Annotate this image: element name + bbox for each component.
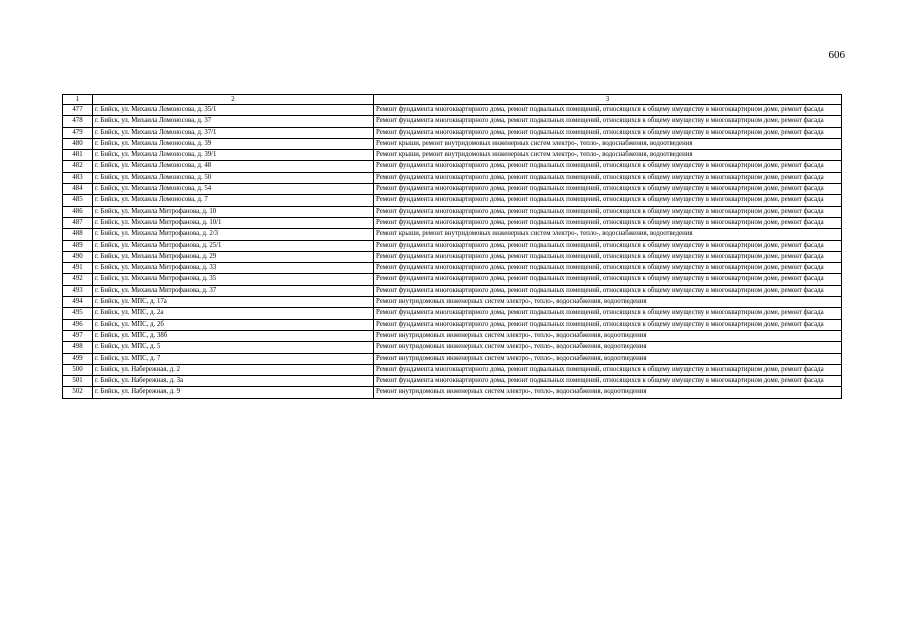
work-type-cell: Ремонт фундамента многоквартирного дома, ремонт подвальных помещений, относящихся к общему имуществу в многоквартирном доме, ремонт фасада bbox=[374, 206, 842, 217]
work-type-cell: Ремонт внутридомовых инженерных систем электро-, тепло-, водоснабжения, водоотведения bbox=[374, 387, 842, 398]
address-cell: г. Бийск, ул. МПС, д. 38б bbox=[93, 330, 374, 341]
table-row bbox=[63, 274, 842, 285]
address-cell: г. Бийск, ул. Михаила Митрофанова, д. 37 bbox=[93, 285, 374, 296]
row-number-cell: 486 bbox=[63, 206, 93, 217]
address-cell: г. Бийск, ул. МПС, д. 2а bbox=[93, 308, 374, 319]
row-number-cell: 501 bbox=[63, 376, 93, 387]
row-number-cell: 485 bbox=[63, 195, 93, 206]
column-header-address: 2 bbox=[93, 95, 374, 105]
address-cell: г. Бийск, ул. МПС, д. 17а bbox=[93, 297, 374, 308]
work-type-cell: Ремонт фундамента многоквартирного дома, ремонт подвальных помещений, относящихся к общему имуществу в многоквартирном доме, ремонт фасада bbox=[374, 172, 842, 183]
address-cell: г. Бийск, ул. Михаила Митрофанова, д. 25/1 bbox=[93, 240, 374, 251]
address-cell: г. Бийск, ул. Михаила Митрофанова, д. 10 bbox=[93, 206, 374, 217]
row-number-cell: 484 bbox=[63, 184, 93, 195]
row-number-cell: 490 bbox=[63, 251, 93, 262]
work-type-cell: Ремонт крыши, ремонт внутридомовых инженерных систем электро-, тепло-, водоснабжения, водоотведения bbox=[374, 138, 842, 149]
work-type-cell: Ремонт фундамента многоквартирного дома, ремонт подвальных помещений, относящихся к общему имуществу в многоквартирном доме, ремонт фасада bbox=[374, 376, 842, 387]
work-type-cell: Ремонт крыши, ремонт внутридомовых инженерных систем электро-, тепло-, водоснабжения, водоотведения bbox=[374, 150, 842, 161]
address-cell: г. Бийск, ул. Набережная, д. 9 bbox=[93, 387, 374, 398]
work-type-cell: Ремонт фундамента многоквартирного дома, ремонт подвальных помещений, относящихся к общему имуществу в многоквартирном доме, ремонт фасада bbox=[374, 263, 842, 274]
row-number-cell: 480 bbox=[63, 138, 93, 149]
table-row bbox=[63, 217, 842, 228]
work-type-cell: Ремонт фундамента многоквартирного дома, ремонт подвальных помещений, относящихся к общему имуществу в многоквартирном доме, ремонт фасада bbox=[374, 364, 842, 375]
row-number-cell: 491 bbox=[63, 263, 93, 274]
table-row bbox=[63, 138, 842, 149]
address-cell: г. Бийск, ул. Михаила Ломоносова, д. 54 bbox=[93, 184, 374, 195]
table-row bbox=[63, 127, 842, 138]
address-cell: г. Бийск, ул. Михаила Ломоносова, д. 48 bbox=[93, 161, 374, 172]
address-cell: г. Бийск, ул. Михаила Ломоносова, д. 7 bbox=[93, 195, 374, 206]
row-number-cell: 492 bbox=[63, 274, 93, 285]
row-number-cell: 488 bbox=[63, 229, 93, 240]
address-cell: г. Бийск, ул. МПС, д. 5 bbox=[93, 342, 374, 353]
row-number-cell: 493 bbox=[63, 285, 93, 296]
address-cell: г. Бийск, ул. Михаила Митрофанова, д. 2/3 bbox=[93, 229, 374, 240]
table-row bbox=[63, 150, 842, 161]
work-type-cell: Ремонт фундамента многоквартирного дома, ремонт подвальных помещений, относящихся к общему имуществу в многоквартирном доме, ремонт фасада bbox=[374, 184, 842, 195]
table-row bbox=[63, 285, 842, 296]
address-cell: г. Бийск, ул. Михаила Митрофанова, д. 33 bbox=[93, 263, 374, 274]
address-cell: г. Бийск, ул. Михаила Ломоносова, д. 35/1 bbox=[93, 105, 374, 116]
table-row bbox=[63, 251, 842, 262]
address-cell: г. Бийск, ул. Михаила Ломоносова, д. 50 bbox=[93, 172, 374, 183]
address-cell: г. Бийск, ул. МПС, д. 7 bbox=[93, 353, 374, 364]
address-cell: г. Бийск, ул. Набережная, д. 3а bbox=[93, 376, 374, 387]
address-cell: г. Бийск, ул. Михаила Ломоносова, д. 39 bbox=[93, 138, 374, 149]
address-cell: г. Бийск, ул. Михаила Ломоносова, д. 37 bbox=[93, 116, 374, 127]
table-body bbox=[63, 95, 842, 399]
row-number-cell: 487 bbox=[63, 217, 93, 228]
table-header-row bbox=[63, 95, 842, 105]
column-header-work: 3 bbox=[374, 95, 842, 105]
work-type-cell: Ремонт внутридомовых инженерных систем электро-, тепло-, водоснабжения, водоотведения bbox=[374, 353, 842, 364]
work-type-cell: Ремонт фундамента многоквартирного дома, ремонт подвальных помещений, относящихся к общему имуществу в многоквартирном доме, ремонт фасада bbox=[374, 105, 842, 116]
row-number-cell: 500 bbox=[63, 364, 93, 375]
address-cell: г. Бийск, ул. Михаила Ломоносова, д. 37/1 bbox=[93, 127, 374, 138]
row-number-cell: 496 bbox=[63, 319, 93, 330]
table-row bbox=[63, 376, 842, 387]
row-number-cell: 494 bbox=[63, 297, 93, 308]
address-cell: г. Бийск, ул. Набережная, д. 2 bbox=[93, 364, 374, 375]
table-row bbox=[63, 229, 842, 240]
row-number-cell: 483 bbox=[63, 172, 93, 183]
work-type-cell: Ремонт фундамента многоквартирного дома, ремонт подвальных помещений, относящихся к общему имуществу в многоквартирном доме, ремонт фасада bbox=[374, 161, 842, 172]
table-row bbox=[63, 353, 842, 364]
row-number-cell: 479 bbox=[63, 127, 93, 138]
work-type-cell: Ремонт фундамента многоквартирного дома, ремонт подвальных помещений, относящихся к общему имуществу в многоквартирном доме, ремонт фасада bbox=[374, 240, 842, 251]
work-type-cell: Ремонт фундамента многоквартирного дома, ремонт подвальных помещений, относящихся к общему имуществу в многоквартирном доме, ремонт фасада bbox=[374, 116, 842, 127]
address-cell: г. Бийск, ул. МПС, д. 2б bbox=[93, 319, 374, 330]
address-cell: г. Бийск, ул. Михаила Митрофанова, д. 35 bbox=[93, 274, 374, 285]
table-row bbox=[63, 240, 842, 251]
table-row bbox=[63, 105, 842, 116]
address-cell: г. Бийск, ул. Михаила Митрофанова, д. 29 bbox=[93, 251, 374, 262]
work-type-cell: Ремонт фундамента многоквартирного дома, ремонт подвальных помещений, относящихся к общему имуществу в многоквартирном доме, ремонт фасада bbox=[374, 274, 842, 285]
work-type-cell: Ремонт фундамента многоквартирного дома, ремонт подвальных помещений, относящихся к общему имуществу в многоквартирном доме, ремонт фасада bbox=[374, 127, 842, 138]
work-type-cell: Ремонт внутридомовых инженерных систем электро-, тепло-, водоснабжения, водоотведения bbox=[374, 342, 842, 353]
table-row bbox=[63, 387, 842, 398]
table-row bbox=[63, 206, 842, 217]
table-row bbox=[63, 319, 842, 330]
table-row bbox=[63, 172, 842, 183]
row-number-cell: 482 bbox=[63, 161, 93, 172]
work-type-cell: Ремонт фундамента многоквартирного дома, ремонт подвальных помещений, относящихся к общему имуществу в многоквартирном доме, ремонт фасада bbox=[374, 308, 842, 319]
row-number-cell: 489 bbox=[63, 240, 93, 251]
work-type-cell: Ремонт крыши, ремонт внутридомовых инженерных систем электро-, тепло-, водоснабжения, водоотведения bbox=[374, 229, 842, 240]
table-row bbox=[63, 184, 842, 195]
row-number-cell: 495 bbox=[63, 308, 93, 319]
work-type-cell: Ремонт фундамента многоквартирного дома, ремонт подвальных помещений, относящихся к общему имуществу в многоквартирном доме, ремонт фасада bbox=[374, 285, 842, 296]
works-table bbox=[62, 94, 842, 399]
table-row bbox=[63, 308, 842, 319]
work-type-cell: Ремонт внутридомовых инженерных систем электро-, тепло-, водоснабжения, водоотведения bbox=[374, 330, 842, 341]
work-type-cell: Ремонт фундамента многоквартирного дома, ремонт подвальных помещений, относящихся к общему имуществу в многоквартирном доме, ремонт фасада bbox=[374, 195, 842, 206]
work-type-cell: Ремонт фундамента многоквартирного дома, ремонт подвальных помещений, относящихся к общему имуществу в многоквартирном доме, ремонт фасада bbox=[374, 251, 842, 262]
table-row bbox=[63, 161, 842, 172]
table-row bbox=[63, 116, 842, 127]
work-type-cell: Ремонт фундамента многоквартирного дома, ремонт подвальных помещений, относящихся к общему имуществу в многоквартирном доме, ремонт фасада bbox=[374, 217, 842, 228]
table-row bbox=[63, 364, 842, 375]
row-number-cell: 499 bbox=[63, 353, 93, 364]
row-number-cell: 481 bbox=[63, 150, 93, 161]
table-row bbox=[63, 342, 842, 353]
table-row bbox=[63, 297, 842, 308]
row-number-cell: 478 bbox=[63, 116, 93, 127]
address-cell: г. Бийск, ул. Михаила Ломоносова, д. 39/1 bbox=[93, 150, 374, 161]
work-type-cell: Ремонт внутридомовых инженерных систем электро-, тепло-, водоснабжения, водоотведения bbox=[374, 297, 842, 308]
work-type-cell: Ремонт фундамента многоквартирного дома, ремонт подвальных помещений, относящихся к общему имуществу в многоквартирном доме, ремонт фасада bbox=[374, 319, 842, 330]
column-header-number: 1 bbox=[63, 95, 93, 105]
row-number-cell: 497 bbox=[63, 330, 93, 341]
table-row bbox=[63, 195, 842, 206]
address-cell: г. Бийск, ул. Михаила Митрофанова, д. 10/1 bbox=[93, 217, 374, 228]
row-number-cell: 502 bbox=[63, 387, 93, 398]
table-row bbox=[63, 263, 842, 274]
page-number: 606 bbox=[828, 49, 845, 61]
row-number-cell: 477 bbox=[63, 105, 93, 116]
row-number-cell: 498 bbox=[63, 342, 93, 353]
table-row bbox=[63, 330, 842, 341]
